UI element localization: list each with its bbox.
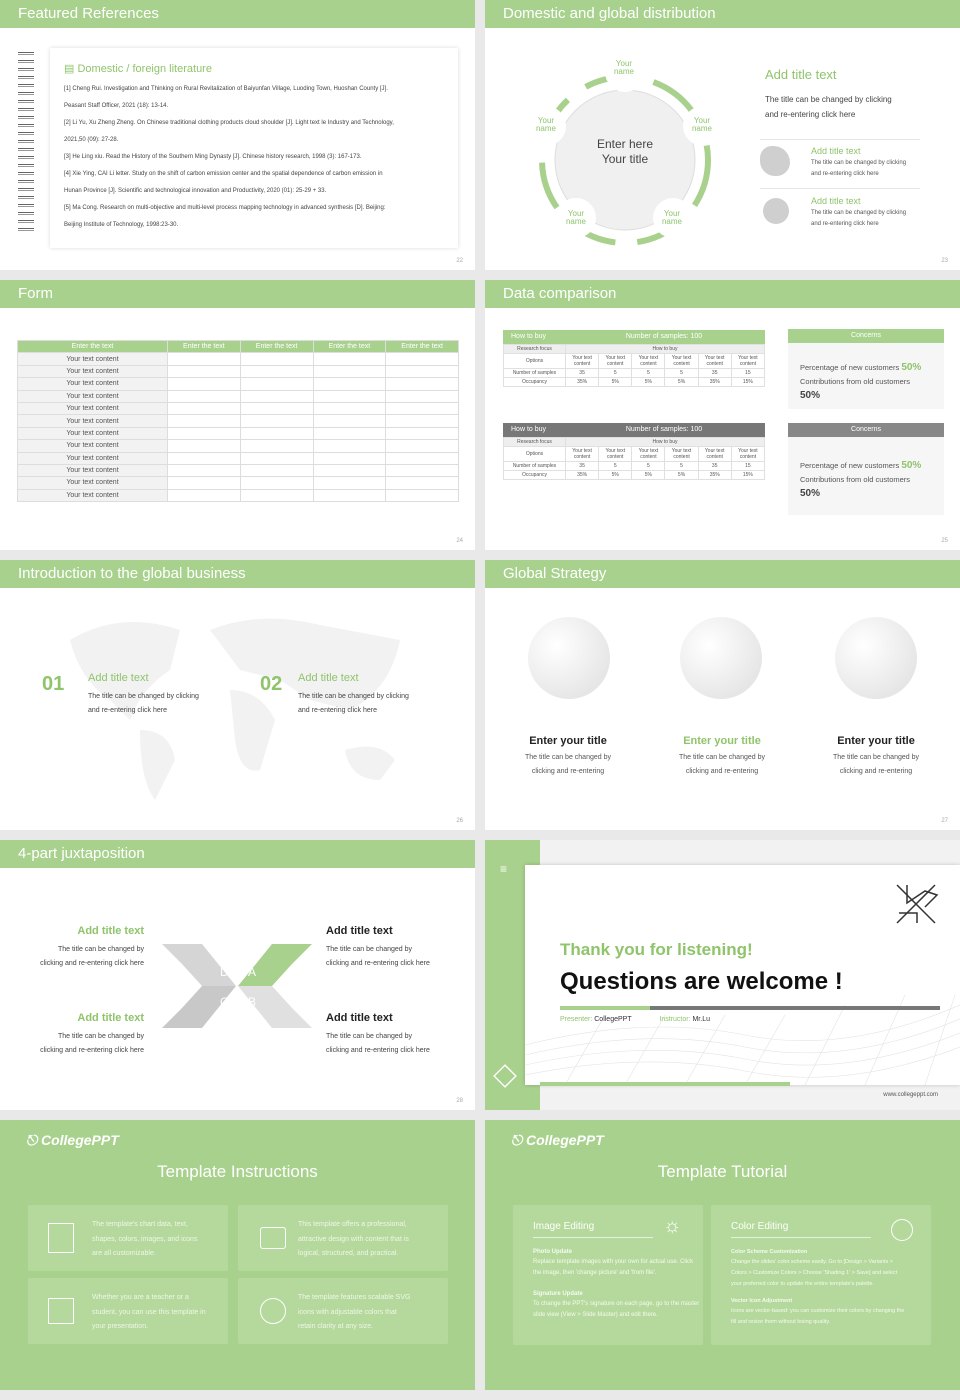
table-row: Your text content [18, 365, 459, 377]
info-box: This template offers a professional, attractive design with content that is logical, structured, and practical. [238, 1205, 448, 1271]
slide-template-tutorial[interactable] [485, 1120, 960, 1390]
thanks-text: Thank you for listening! [560, 940, 753, 959]
teacher-icon [48, 1298, 74, 1324]
logo-mark-icon [895, 883, 940, 925]
reference-title: ▤ Domestic / foreign literature [64, 63, 212, 75]
center-line-2: Your title [601, 152, 649, 166]
menu-icon: ≡ [500, 862, 508, 876]
page-title: Template Instructions [157, 1162, 318, 1181]
col-header: Enter the text [240, 341, 313, 353]
table-row: Your text content [18, 477, 459, 489]
cycle-name: Your name [691, 116, 712, 133]
section-desc: The title can be changed by clicking and re-entering click here [765, 95, 892, 119]
basketball-icon [260, 1298, 286, 1324]
globe-icon [763, 198, 789, 224]
info-box: The template features scalable SVG icons with adjustable colors that retain clarity at any size. [238, 1278, 448, 1344]
info-item: Add title text The title can be changed by clicking and re-entering click here [811, 196, 907, 227]
item-number: 01 [42, 673, 65, 695]
site-url: www.collegeppt.com [883, 1092, 938, 1098]
image-editing-box: Image Editing ☼ Photo Update Replace template images with your own for actual use. Click the image, then 'change picture' and 'from file'. Signature Update To change the PPT's signature on each page, go to the master slide view (View > Slide Master) and edit there. [513, 1205, 703, 1345]
reference-line: 2021,50 (09): 27-28. [64, 137, 119, 143]
part-letter: A [248, 965, 257, 979]
slide-juxtaposition[interactable] [0, 840, 475, 1110]
page-number: 23 [941, 258, 948, 264]
col-header: Enter the text [386, 341, 459, 353]
accent-bar [540, 1082, 790, 1086]
concerns-box-green: Concerns Percentage of new customers 50% Contributions from old customers 50% [788, 329, 944, 409]
table-row: Your text content [18, 440, 459, 452]
intro-item: Add title text The title can be changed by clicking and re-entering click here [88, 672, 199, 714]
slide-form[interactable] [0, 280, 475, 550]
table-row: Your text content [18, 402, 459, 414]
reference-line: Hunan Province [J]. Scientific and technological innovation and Productivity, 2020 (01): 25-29 + 33. [64, 188, 327, 194]
table-row: Your text content [18, 489, 459, 501]
part-letter: B [248, 995, 257, 1009]
part-item: Add title text The title can be changed by clicking and re-entering click here [40, 925, 144, 967]
page-number: 22 [456, 258, 463, 264]
table-row: Your text content [18, 353, 459, 365]
intro-item: Add title text The title can be changed by clicking and re-entering click here [298, 672, 409, 714]
divider [560, 1006, 940, 1010]
page-number: 27 [941, 818, 948, 824]
slide-distribution[interactable] [485, 0, 960, 270]
four-part-diagram [162, 944, 312, 1028]
reference-line: Peasant Staff Officer, 2021 (18): 13-14. [64, 103, 169, 109]
briefcase-icon [260, 1227, 286, 1249]
collegeppt-logo: ⎋ CollegePPT [26, 1132, 119, 1148]
slide-header: Featured References [0, 0, 475, 28]
table-row: Your text content [18, 415, 459, 427]
cycle-name: Your name [613, 59, 634, 76]
lightbulb-icon: ☼ [663, 1215, 682, 1237]
part-item: Add title text The title can be changed by clicking and re-entering click here [326, 925, 430, 967]
table-row: Your text content [18, 464, 459, 476]
slide-thank-you[interactable] [485, 840, 960, 1110]
slide-featured-references[interactable] [0, 0, 475, 270]
strategy-item: Enter your title The title can be changed by clicking and re-entering [678, 735, 765, 775]
table-row: Your text content [18, 452, 459, 464]
collegeppt-logo: ⎋ CollegePPT [511, 1132, 604, 1148]
slide-header: Form [0, 280, 475, 308]
slide-header: Introduction to the global business [0, 560, 475, 588]
cycle-name: Your name [661, 209, 682, 226]
part-letter: C [220, 995, 229, 1009]
reference-line: [5] Ma Cong. Research on multi-objective and multi-level process mapping technology in advanced synthesis [D]. Beijing: [64, 205, 386, 211]
concerns-box-gray: Concerns Percentage of new customers 50% Contributions from old customers 50% [788, 423, 944, 515]
strategy-item: Enter your title The title can be changed by clicking and re-entering [524, 735, 611, 775]
info-title: Add title text [811, 196, 861, 206]
box-title: Color Editing [731, 1221, 789, 1232]
cycle-name: Your name [565, 209, 586, 226]
info-box: The template's chart data, text, shapes, colors, images, and icons are all customizable. [28, 1205, 228, 1271]
logo-icon: ⎋ [26, 1132, 38, 1148]
book-icon: ▤ [64, 63, 75, 75]
part-letter: D [220, 965, 229, 979]
comparison-table-green: How to buy Number of samples: 100 Research focus How to buy Options Your text content Your text content Your text content Your text content Your text content Your text content Number of samples 35 5 5 5 35 15 Occupancy 35% 5% 5% 5% 35% 15% [503, 330, 765, 387]
reference-card [50, 48, 458, 248]
page-number: 25 [941, 538, 948, 544]
table-row: Your text content [18, 378, 459, 390]
cycle-center [575, 137, 675, 167]
globe-icon [680, 617, 762, 699]
slide-data-comparison[interactable] [485, 280, 960, 550]
page-number: 28 [456, 1098, 463, 1104]
part-item: Add title text The title can be changed by clicking and re-entering click here [326, 1012, 430, 1054]
page-number: 24 [456, 538, 463, 544]
reference-line: [1] Cheng Rui. Investigation and Thinking on Rural Revitalization of Baiyunfan Village, Luoding Town, Huoshan County [J]. [64, 86, 388, 92]
col-header: Enter the text [168, 341, 241, 353]
section-title: Add title text [765, 67, 837, 82]
slide-header: 4-part juxtaposition [0, 840, 475, 868]
table-row: Your text content [18, 427, 459, 439]
reference-line: Beijing Institute of Technology, 1998:23-30. [64, 222, 179, 228]
reference-line: [4] Xie Ying, CAI Li letter. Study on the shift of carbon emission center and the spatial dependence of carbon emission in [64, 171, 383, 177]
china-map-icon [760, 146, 790, 176]
item-number: 02 [260, 673, 283, 695]
slide-template-instructions[interactable] [0, 1120, 475, 1390]
palette-icon [891, 1219, 913, 1241]
notebook-rings [18, 52, 36, 236]
slide-global-business[interactable] [0, 560, 475, 830]
box-title: Image Editing [533, 1221, 595, 1232]
cycle-name: Your name [535, 116, 556, 133]
globe-icon [835, 617, 917, 699]
comparison-table-gray: How to buy Number of samples: 100 Research focus How to buy Options Your text content Your text content Your text content Your text content Your text content Your text content Number of samples 35 5 5 5 35 15 Occupancy 35% 5% 5% 5% 35% 15% [503, 423, 765, 480]
strategy-item: Enter your title The title can be changed by clicking and re-entering [832, 735, 919, 775]
logo-icon: ⎋ [511, 1132, 523, 1148]
slide-header: Data comparison [485, 280, 960, 308]
center-line-1: Enter here [596, 137, 654, 151]
color-editing-box: Color Editing Color Scheme Customization Change the slides' color scheme easily. Go to [Design > Variants > Colors > Customize Colors > Choose 'Shading 1' > Save] and select your preferred color to update the entire template's palette. Vector Icon Adjustment Icons are vector-based: you can customize their colors by changing the fill and resize them without losing quality. [711, 1205, 931, 1345]
col-header: Enter the text [18, 341, 168, 353]
col-header: Enter the text [313, 341, 386, 353]
slide-header: Global Strategy [485, 560, 960, 588]
part-item: Add title text The title can be changed by clicking and re-entering click here [40, 1012, 144, 1054]
reference-line: [2] Li Yu, Xu Zheng Zheng. On Chinese traditional clothing products cloud shoulder [J]. Light text le Industry and Technology, [64, 120, 394, 126]
info-box: Whether you are a teacher or a student, you can use this template in your presentation. [28, 1278, 228, 1344]
slide-header: Domestic and global distribution [485, 0, 960, 28]
slide-global-strategy[interactable] [485, 560, 960, 830]
book-icon [48, 1223, 74, 1253]
presenter-info: Presenter: CollegePPT Instructor: Mr.Lu [560, 1016, 710, 1023]
reference-line: [3] He Ling xiu. Read the History of the Southern Ming Dynasty [J]. Chinese history research, 1998 (3): 167-173. [64, 154, 362, 160]
info-title: Add title text [811, 146, 861, 156]
globe-icon [528, 617, 610, 699]
page-title: Template Tutorial [657, 1162, 788, 1181]
info-item: Add title text The title can be changed by clicking and re-entering click here [811, 146, 907, 177]
form-table [17, 340, 459, 502]
table-row: Your text content [18, 390, 459, 402]
questions-text: Questions are welcome ! [560, 968, 843, 995]
page-number: 26 [456, 818, 463, 824]
